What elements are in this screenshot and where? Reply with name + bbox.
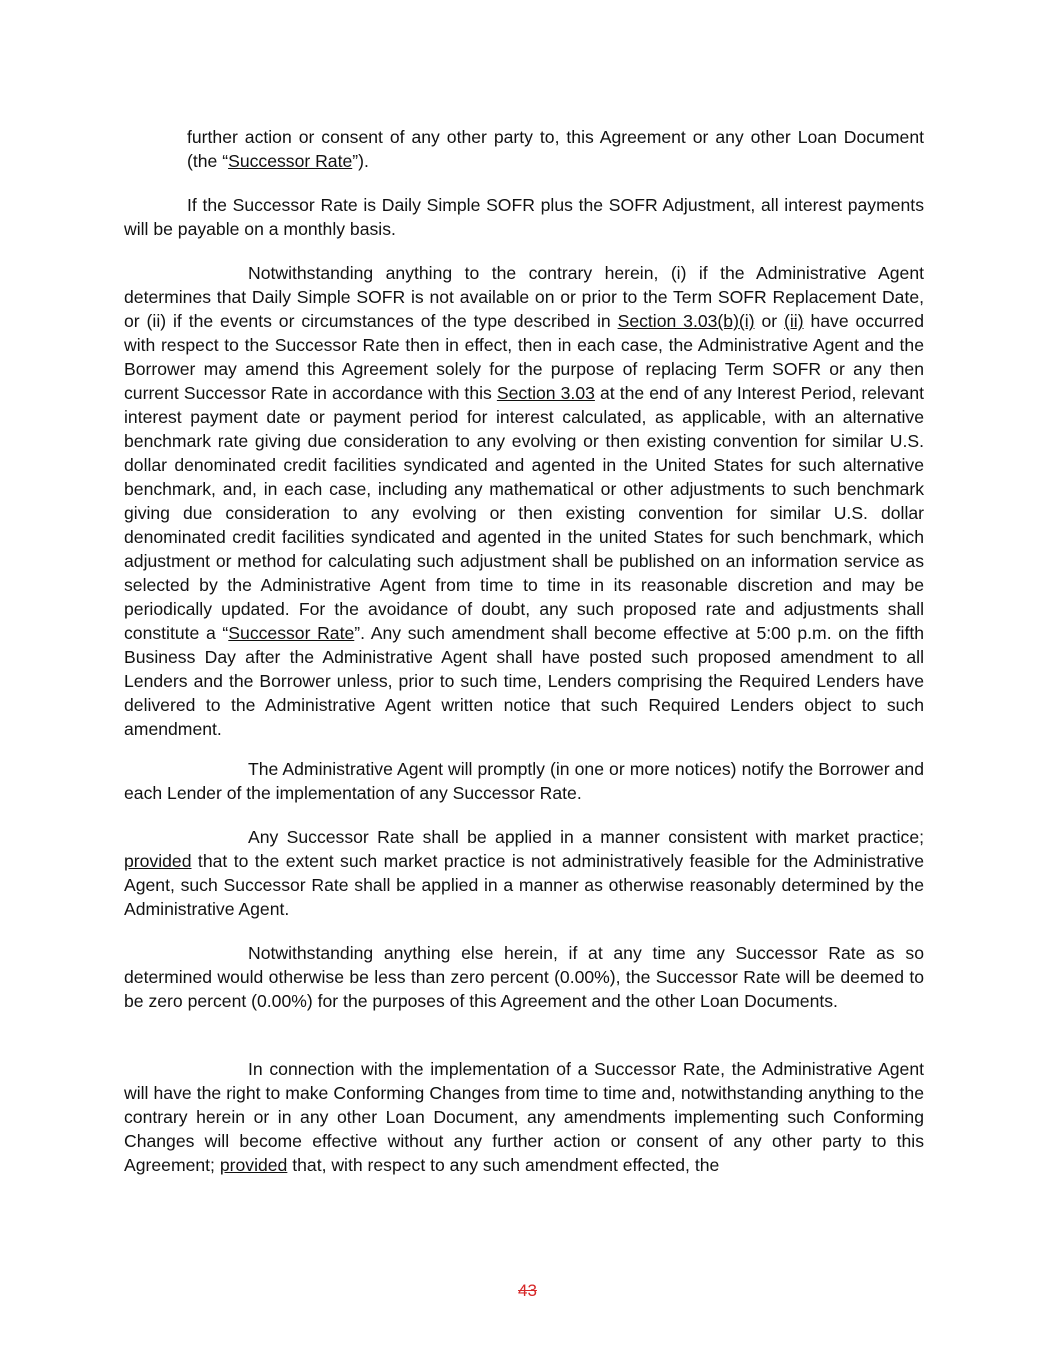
text-run: ”). [352, 151, 369, 171]
term-provided: provided [124, 851, 192, 871]
text-run: Any Successor Rate shall be applied in a manner consistent with market practice; [248, 827, 924, 847]
text-run: ”. Any such amendment shall become effective at 5:00 p.m. on the fifth Business Day after the Administrative Agent shall have posted such proposed amendment to all Lenders and the Borrower unless, prior to such time, Lenders comprising the Required Lenders have delivered to the Administrative Agent written notice that such Required Lenders object to such amendment. [124, 623, 924, 739]
text-run: The Administrative Agent will promptly (in one or more notices) notify the Borrower and each Lender of the implementation of any Successor Rate. [124, 759, 924, 803]
text-run: that to the extent such market practice is not administratively feasible for the Administrative Agent, such Successor Rate shall be applied in a manner as otherwise reasonably determined by the Administrative Agent. [124, 851, 924, 919]
text-run: Notwithstanding anything else herein, if at any time any Successor Rate as so determined would otherwise be less than zero percent (0.00%), the Successor Rate will be deemed to be zero percent (0.00%) for the purposes of this Agreement and the other Loan Documents. [124, 943, 924, 1011]
text-run: at the end of any Interest Period, relevant interest payment date or payment period for interest calculated, as applicable, with an alternative benchmark rate giving due consideration to any evolving or then existing convention for similar U.S. dollar denominated credit facilities syndicated and agented in the United States for such alternative benchmark, and, in each case, including any mathematical or other adjustments to such benchmark giving due consideration to any evolving or then existing convention for similar U.S. dollar denominated credit facilities syndicated and agented in the united States for such benchmark, which adjustment or method for calculating such adjustment shall be published on an information service as selected by the Administrative Agent from time to time in its reasonable discretion and may be periodically updated. For the avoidance of doubt, any such proposed rate and adjustments shall constitute a “ [124, 383, 924, 643]
text-run: Notwithstanding anything to the contrary herein, (i) if the Administrative Agent determines that Daily Simple SOFR is not available on or prior to the Term SOFR Replacement Date, or (ii) if the events or circumstances of the type described in [124, 263, 924, 331]
text-run: that, with respect to any such amendment effected, the [287, 1155, 720, 1175]
text-run: or [754, 311, 785, 331]
text-run: further action or consent of any other party to, this Agreement or any other Loan Document (the “ [187, 127, 924, 171]
paragraph-daily-simple-sofr [124, 193, 924, 241]
paragraph-successor-rate-definition [187, 125, 924, 173]
paragraph-zero-floor [124, 941, 924, 1013]
text-run: have occurred with respect to the Successor Rate then in effect, then in each case, the Administrative Agent and the Borrower may amend this Agreement solely for the purpose of replacing Term SOFR or any then current Successor Rate in accordance with this [124, 311, 924, 403]
defined-term-successor-rate: Successor Rate [228, 151, 353, 171]
page-number: 43 [518, 1281, 537, 1300]
paragraph-replacement-amendment [124, 261, 924, 741]
defined-term-successor-rate: Successor Rate [228, 623, 355, 643]
text-run: In connection with the implementation of a Successor Rate, the Administrative Agent will have the right to make Conforming Changes from time to time and, notwithstanding anything to the contrary herein or in any other Loan Document, any amendments implementing such Conforming Changes will become effective without any further action or consent of any other party to this Agreement; [124, 1059, 924, 1175]
paragraph-notification [124, 757, 924, 805]
term-provided: provided [219, 1155, 288, 1175]
text-run: If the Successor Rate is Daily Simple SOFR plus the SOFR Adjustment, all interest payments will be payable on a monthly basis. [124, 195, 924, 239]
section-reference-3-03-b-i: Section 3.03(b)(i) [617, 311, 755, 331]
section-reference-ii: (ii) [784, 311, 804, 331]
paragraph-conforming-changes [124, 1057, 924, 1177]
paragraph-market-practice [124, 825, 924, 921]
section-reference-3-03: Section 3.03 [496, 383, 595, 403]
